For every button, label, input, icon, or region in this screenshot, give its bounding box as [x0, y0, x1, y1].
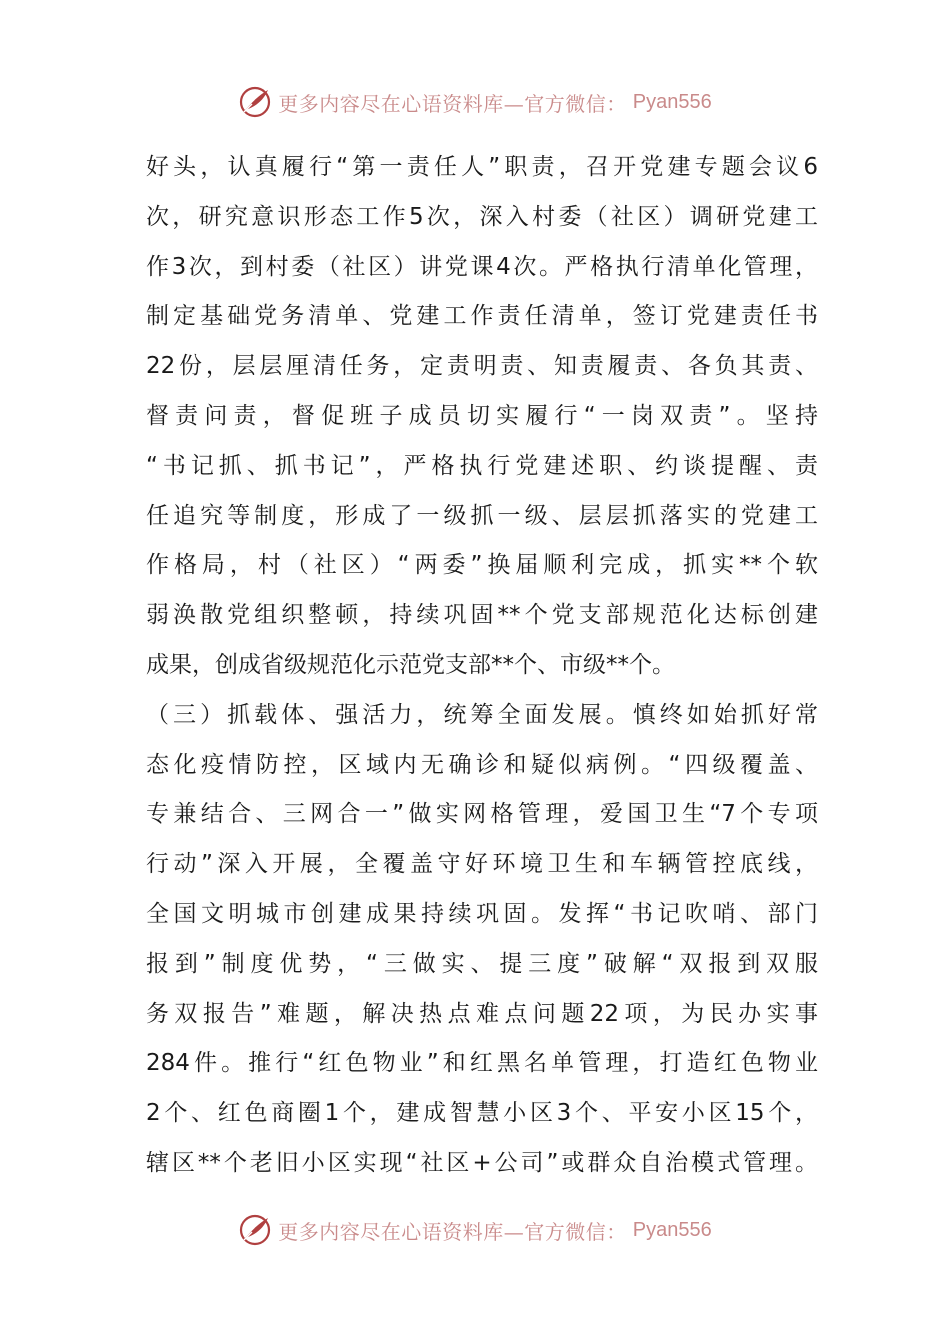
text-line: 务双报告”难题，解决热点难点问题22项，为民办实事 [146, 1000, 818, 1027]
text-line: 专兼结合、三网合一”做实网格管理，爱国卫生“7个专项 [146, 801, 818, 828]
section-heading-line: （三）抓载体、强活力，统筹全面发展。慎终如始抓好常 [146, 701, 818, 728]
body-paragraphs [146, 143, 818, 1189]
text-line: 2个、红色商圈1个，建成智慧小区3个、平安小区15个， [146, 1100, 818, 1127]
watermark-wechat-id: Pyan556 [632, 90, 712, 113]
text-line: 制定基础党务清单、党建工作责任清单，签订党建责任书 [146, 303, 818, 330]
text-line: 行动”深入开展，全覆盖守好环境卫生和车辆管控底线， [146, 851, 818, 878]
footer-watermark [0, 1210, 950, 1250]
text-line: “书记抓、抓书记”，严格执行党建述职、约谈提醒、责 [146, 452, 818, 479]
text-line: 作3次，到村委（社区）讲党课4次。严格执行清单化管理， [146, 253, 818, 280]
text-line: 弱涣散党组织整顿，持续巩固**个党支部规范化达标创建 [146, 602, 818, 629]
text-line: 次，研究意识形态工作5次，深入村委（社区）调研党建工 [146, 203, 818, 230]
quill-logo-icon [238, 85, 272, 119]
header-watermark [0, 82, 950, 122]
quill-logo-icon [238, 1213, 272, 1247]
text-line: 22份，层层厘清任务，定责明责、知责履责、各负其责、 [146, 353, 818, 380]
text-line: 报到”制度优势，“三做实、提三度”破解“双报到双服 [146, 950, 818, 977]
text-line: 任追究等制度，形成了一级抓一级、层层抓落实的党建工 [146, 502, 818, 529]
text-line: 态化疫情防控，区域内无确诊和疑似病例。“四级覆盖、 [146, 751, 818, 778]
text-line: 284件。推行“红色物业”和红黑名单管理，打造红色物业 [146, 1050, 818, 1077]
text-line: 督责问责，督促班子成员切实履行“一岗双责”。坚持 [146, 402, 818, 429]
text-line: 成果，创成省级规范化示范党支部**个、市级**个。 [146, 651, 675, 678]
watermark-wechat-id: Pyan556 [632, 1218, 712, 1241]
watermark-text: 更多内容尽在心语资料库—官方微信： [278, 91, 627, 116]
text-line: 好头，认真履行“第一责任人”职责，召开党建专题会议6 [146, 154, 818, 180]
text-line: 辖区**个老旧小区实现“社区+公司”或群众自治模式管理。 [146, 1149, 818, 1176]
text-line: 作格局，村（社区）“两委”换届顺利完成，抓实**个软 [146, 552, 818, 579]
watermark-text: 更多内容尽在心语资料库—官方微信： [278, 1219, 627, 1244]
text-line: 全国文明城市创建成果持续巩固。发挥“书记吹哨、部门 [146, 900, 818, 927]
